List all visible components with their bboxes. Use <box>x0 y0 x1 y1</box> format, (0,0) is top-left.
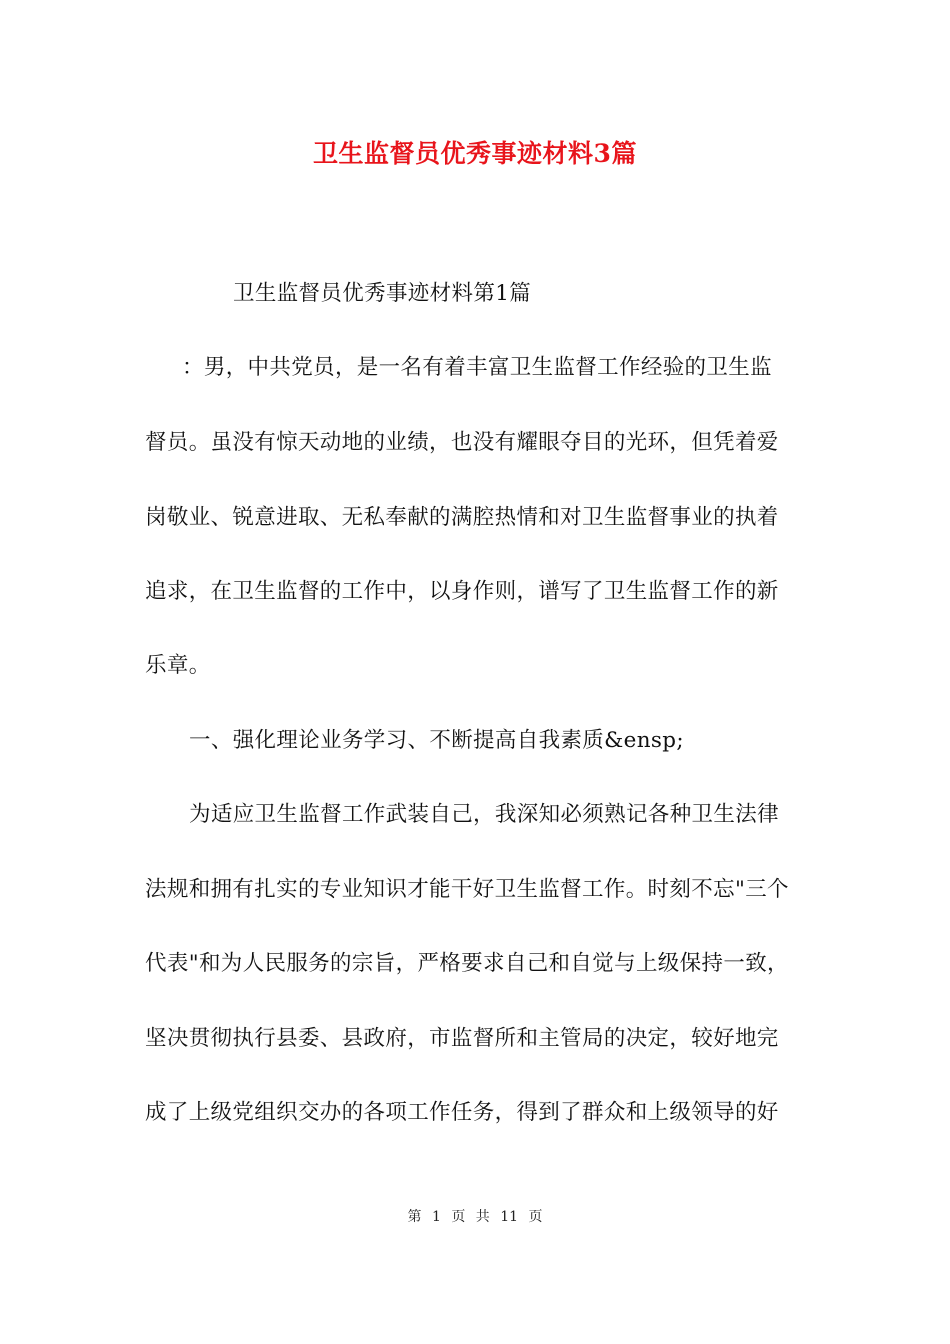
paragraph-line: 岗敬业、锐意进取、无私奉献的满腔热情和对卫生监督事业的执着 <box>145 505 779 530</box>
paragraph-line: 乐章。 <box>145 653 211 678</box>
footer-total-pages: 11 <box>500 1209 519 1225</box>
document-title: 卫生监督员优秀事迹材料3篇 <box>313 139 637 168</box>
paragraph-line: ：男，中共党员，是一名有着丰富卫生监督工作经验的卫生监 <box>182 355 772 380</box>
page-footer <box>0 1207 950 1227</box>
footer-current-page: 1 <box>431 1209 441 1225</box>
footer-page-word: 页 <box>451 1209 466 1225</box>
subsection-heading: 一、强化理论业务学习、不断提高自我素质&ensp; <box>189 728 685 753</box>
paragraph-line: 督员。虽没有惊天动地的业绩，也没有耀眼夺目的光环，但凭着爱 <box>145 430 779 455</box>
section-heading: 卫生监督员优秀事迹材料第1篇 <box>233 281 532 306</box>
paragraph-line: 追求，在卫生监督的工作中，以身作则，谱写了卫生监督工作的新 <box>145 579 779 604</box>
footer-total-prefix: 共 <box>475 1209 490 1225</box>
paragraph-line: 法规和拥有扎实的专业知识才能干好卫生监督工作。时刻不忘"三个 <box>145 877 789 902</box>
footer-suffix: 页 <box>528 1209 543 1225</box>
footer-prefix: 第 <box>407 1209 422 1225</box>
paragraph-line: 坚决贯彻执行县委、县政府，市监督所和主管局的决定，较好地完 <box>145 1026 779 1051</box>
paragraph-line: 为适应卫生监督工作武装自己，我深知必须熟记各种卫生法律 <box>189 802 779 827</box>
paragraph-line: 代表"和为人民服务的宗旨，严格要求自己和自觉与上级保持一致， <box>145 951 789 976</box>
paragraph-line: 成了上级党组织交办的各项工作任务，得到了群众和上级领导的好 <box>145 1100 779 1125</box>
